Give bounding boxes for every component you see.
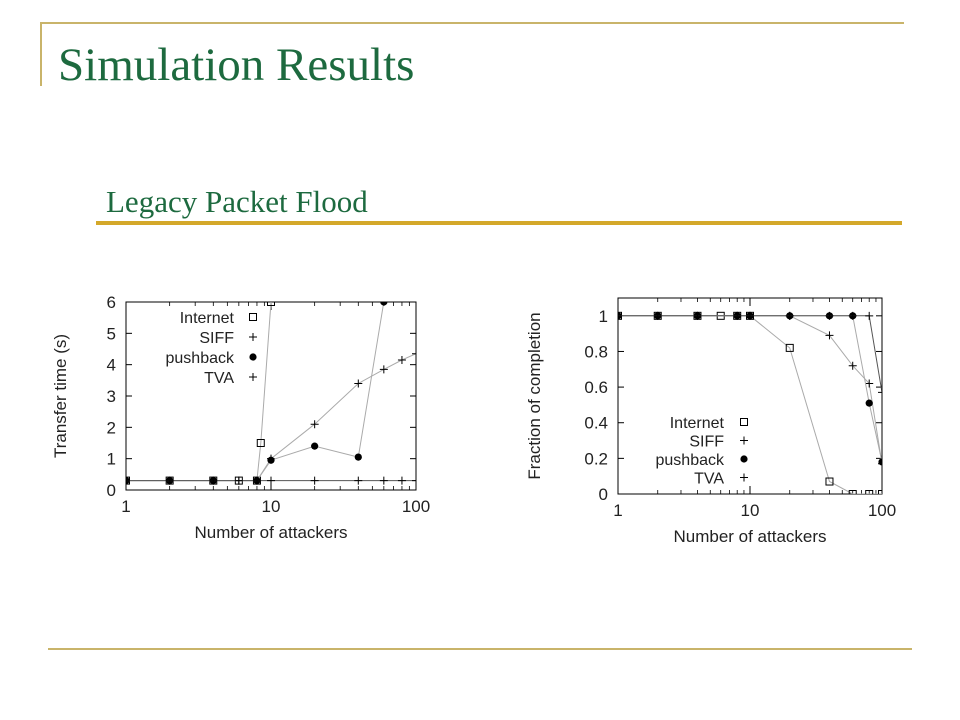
x-tick-label: 100	[867, 501, 897, 520]
series-line	[618, 316, 882, 462]
y-tick-label: 0.6	[584, 378, 608, 398]
legend-marker	[740, 455, 747, 462]
legend-marker	[249, 333, 257, 341]
x-tick-label: 100	[401, 497, 431, 516]
x-tick-label: 10	[740, 501, 760, 520]
subtitle-underline	[96, 221, 902, 225]
legend-marker	[741, 419, 748, 426]
y-tick-label: 4	[106, 355, 116, 375]
data-point	[878, 458, 885, 465]
data-point	[122, 477, 130, 485]
legend-label: SIFF	[689, 433, 724, 451]
legend-marker	[249, 353, 256, 360]
legend-label: Internet	[669, 415, 724, 432]
data-point	[398, 356, 406, 364]
bottom-rule	[48, 648, 912, 650]
series-pushback	[122, 298, 387, 484]
data-point	[412, 350, 420, 358]
data-point	[209, 477, 217, 485]
data-point	[398, 477, 406, 485]
legend-marker	[249, 373, 257, 381]
data-point	[654, 312, 662, 320]
data-point	[849, 312, 857, 320]
data-point	[355, 454, 362, 461]
y-tick-label: 0.2	[584, 449, 608, 469]
data-point	[354, 477, 362, 485]
y-tick-label: 0	[598, 485, 608, 504]
x-tick-label: 1	[613, 501, 623, 520]
series-line	[618, 316, 882, 393]
data-point	[311, 477, 319, 485]
data-point	[786, 312, 794, 320]
y-tick-label: 5	[106, 324, 116, 344]
series-internet	[615, 312, 886, 497]
x-axis-label: Number of attackers	[194, 523, 348, 542]
data-point	[267, 477, 275, 485]
series-line	[126, 302, 384, 481]
data-point	[866, 400, 873, 407]
series-siff	[614, 312, 886, 468]
series-line	[618, 316, 882, 464]
legend-label: Internet	[179, 310, 234, 327]
left-rule	[40, 22, 42, 86]
data-point	[380, 477, 388, 485]
top-rule	[40, 22, 904, 24]
y-tick-label: 0	[106, 481, 116, 500]
legend-label: TVA	[204, 370, 234, 387]
series-siff	[122, 350, 420, 485]
legend-label: TVA	[694, 470, 724, 488]
slide-subtitle: Legacy Packet Flood	[106, 184, 368, 219]
data-point	[380, 298, 387, 305]
x-tick-label: 10	[261, 497, 281, 516]
y-axis-label: Fraction of completion	[525, 312, 544, 480]
legend-marker	[740, 474, 748, 482]
series-line	[126, 302, 271, 481]
x-tick-label: 1	[121, 497, 131, 516]
data-point	[267, 457, 274, 464]
completion-fraction-chart	[510, 280, 910, 570]
data-point	[614, 312, 622, 320]
legend-label: pushback	[655, 452, 724, 469]
y-tick-label: 0.8	[584, 342, 608, 362]
transfer-time-chart	[40, 280, 430, 570]
legend-label: SIFF	[199, 330, 234, 347]
data-point	[253, 477, 261, 485]
y-tick-label: 3	[106, 387, 116, 406]
slide-title: Simulation Results	[58, 39, 415, 91]
data-point	[693, 312, 701, 320]
legend-marker	[250, 314, 257, 321]
data-point	[380, 365, 388, 373]
series-pushback	[614, 312, 885, 465]
x-axis-label: Number of attackers	[673, 527, 827, 546]
legend-label: pushback	[165, 350, 234, 367]
y-tick-label: 2	[106, 418, 116, 438]
data-point	[825, 312, 833, 320]
data-point	[865, 312, 873, 320]
legend-marker	[740, 437, 748, 445]
y-tick-label: 0.4	[584, 413, 608, 433]
data-point	[878, 388, 886, 396]
y-axis-label: Transfer time (s)	[51, 333, 70, 459]
series-tva	[614, 312, 886, 397]
data-point	[733, 312, 741, 320]
y-tick-label: 1	[106, 449, 116, 469]
data-point	[235, 477, 243, 485]
data-point	[412, 477, 420, 485]
data-point	[166, 477, 174, 485]
y-tick-label: 6	[106, 293, 116, 312]
data-point	[311, 443, 318, 450]
series-tva	[122, 477, 420, 485]
y-tick-label: 1	[598, 306, 608, 326]
